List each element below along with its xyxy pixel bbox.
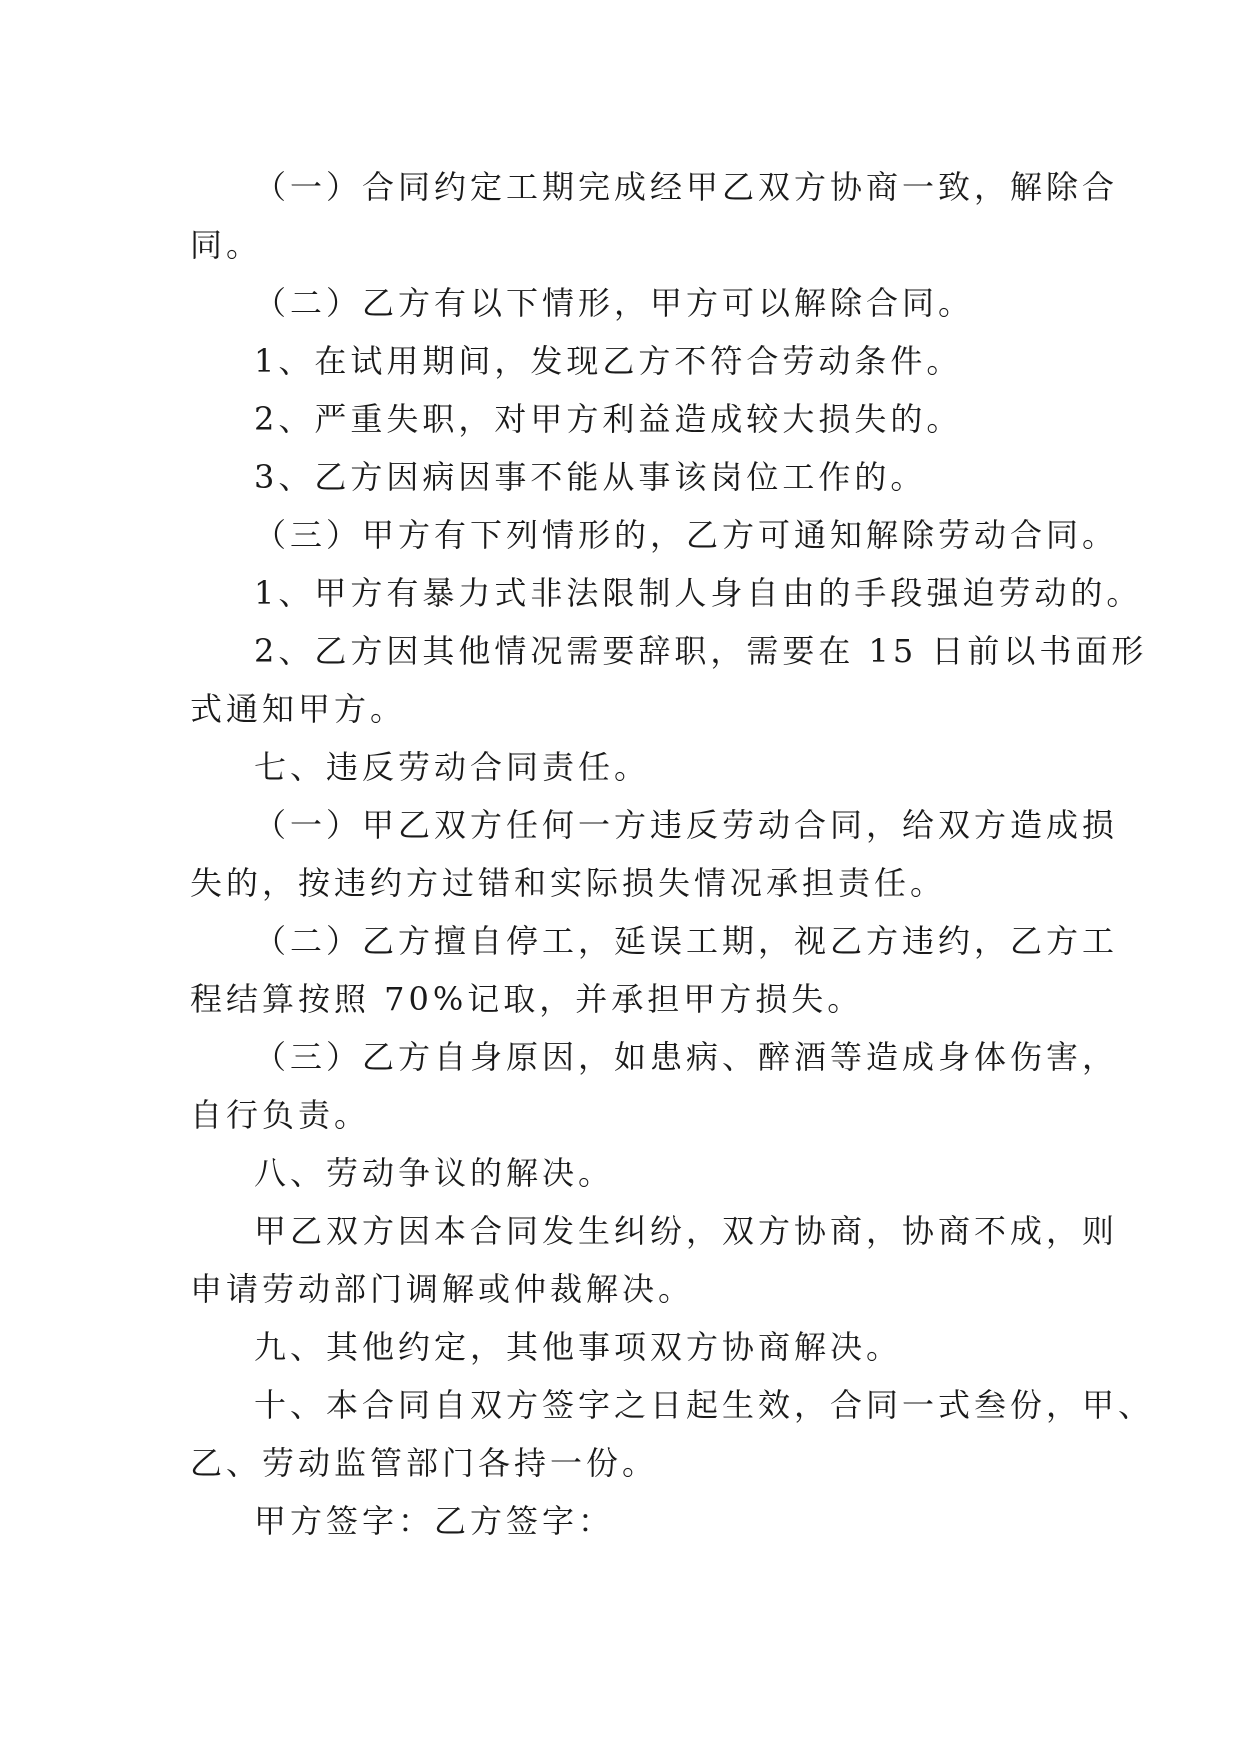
section-7-clause-2-line-2: 程结算按照 70%记取，并承担甲方损失。 — [190, 980, 864, 1018]
section-9-text: 九、其他约定，其他事项双方协商解决。 — [254, 1328, 903, 1366]
clause-2-item-2: 2、严重失职，对甲方利益造成较大损失的。 — [254, 400, 963, 438]
section-10-line-1: 十、本合同自双方签字之日起生效，合同一式叁份，甲、 — [254, 1386, 1155, 1424]
clause-3-item-2-line-1: 2、乙方因其他情况需要辞职，需要在 15 日前以书面形 — [254, 632, 1148, 670]
section-7-clause-3-line-2: 自行负责。 — [190, 1096, 371, 1134]
clause-2-item-1: 1、在试用期间，发现乙方不符合劳动条件。 — [254, 342, 963, 380]
clause-3-heading: （三）甲方有下列情形的，乙方可通知解除劳动合同。 — [254, 516, 1119, 554]
section-7-clause-3-line-1: （三）乙方自身原因，如患病、醉酒等造成身体伤害， — [254, 1038, 1119, 1076]
signature-line: 甲方签字：乙方签字： — [254, 1502, 615, 1540]
clause-1-line-2: 同。 — [190, 226, 263, 264]
clause-2-item-3: 3、乙方因病因事不能从事该岗位工作的。 — [254, 458, 927, 496]
section-8-heading: 八、劳动争议的解决。 — [254, 1154, 615, 1192]
section-7-clause-1-line-2: 失的，按违约方过错和实际损失情况承担责任。 — [190, 864, 947, 902]
section-10-line-2: 乙、劳动监管部门各持一份。 — [190, 1444, 659, 1482]
clause-1-line-1: （一）合同约定工期完成经甲乙双方协商一致，解除合 — [254, 168, 1119, 206]
document-body — [190, 158, 1155, 1550]
clause-2-heading: （二）乙方有以下情形，甲方可以解除合同。 — [254, 284, 975, 322]
clause-3-item-1: 1、甲方有暴力式非法限制人身自由的手段强迫劳动的。 — [254, 574, 1143, 612]
section-8-body-line-1: 甲乙双方因本合同发生纠纷，双方协商，协商不成，则 — [254, 1212, 1119, 1250]
section-8-body-line-2: 申请劳动部门调解或仲裁解决。 — [190, 1270, 695, 1308]
section-7-heading: 七、违反劳动合同责任。 — [254, 748, 651, 786]
section-7-clause-1-line-1: （一）甲乙双方任何一方违反劳动合同，给双方造成损 — [254, 806, 1119, 844]
clause-3-item-2-line-2: 式通知甲方。 — [190, 690, 407, 728]
section-7-clause-2-line-1: （二）乙方擅自停工，延误工期，视乙方违约，乙方工 — [254, 922, 1119, 960]
